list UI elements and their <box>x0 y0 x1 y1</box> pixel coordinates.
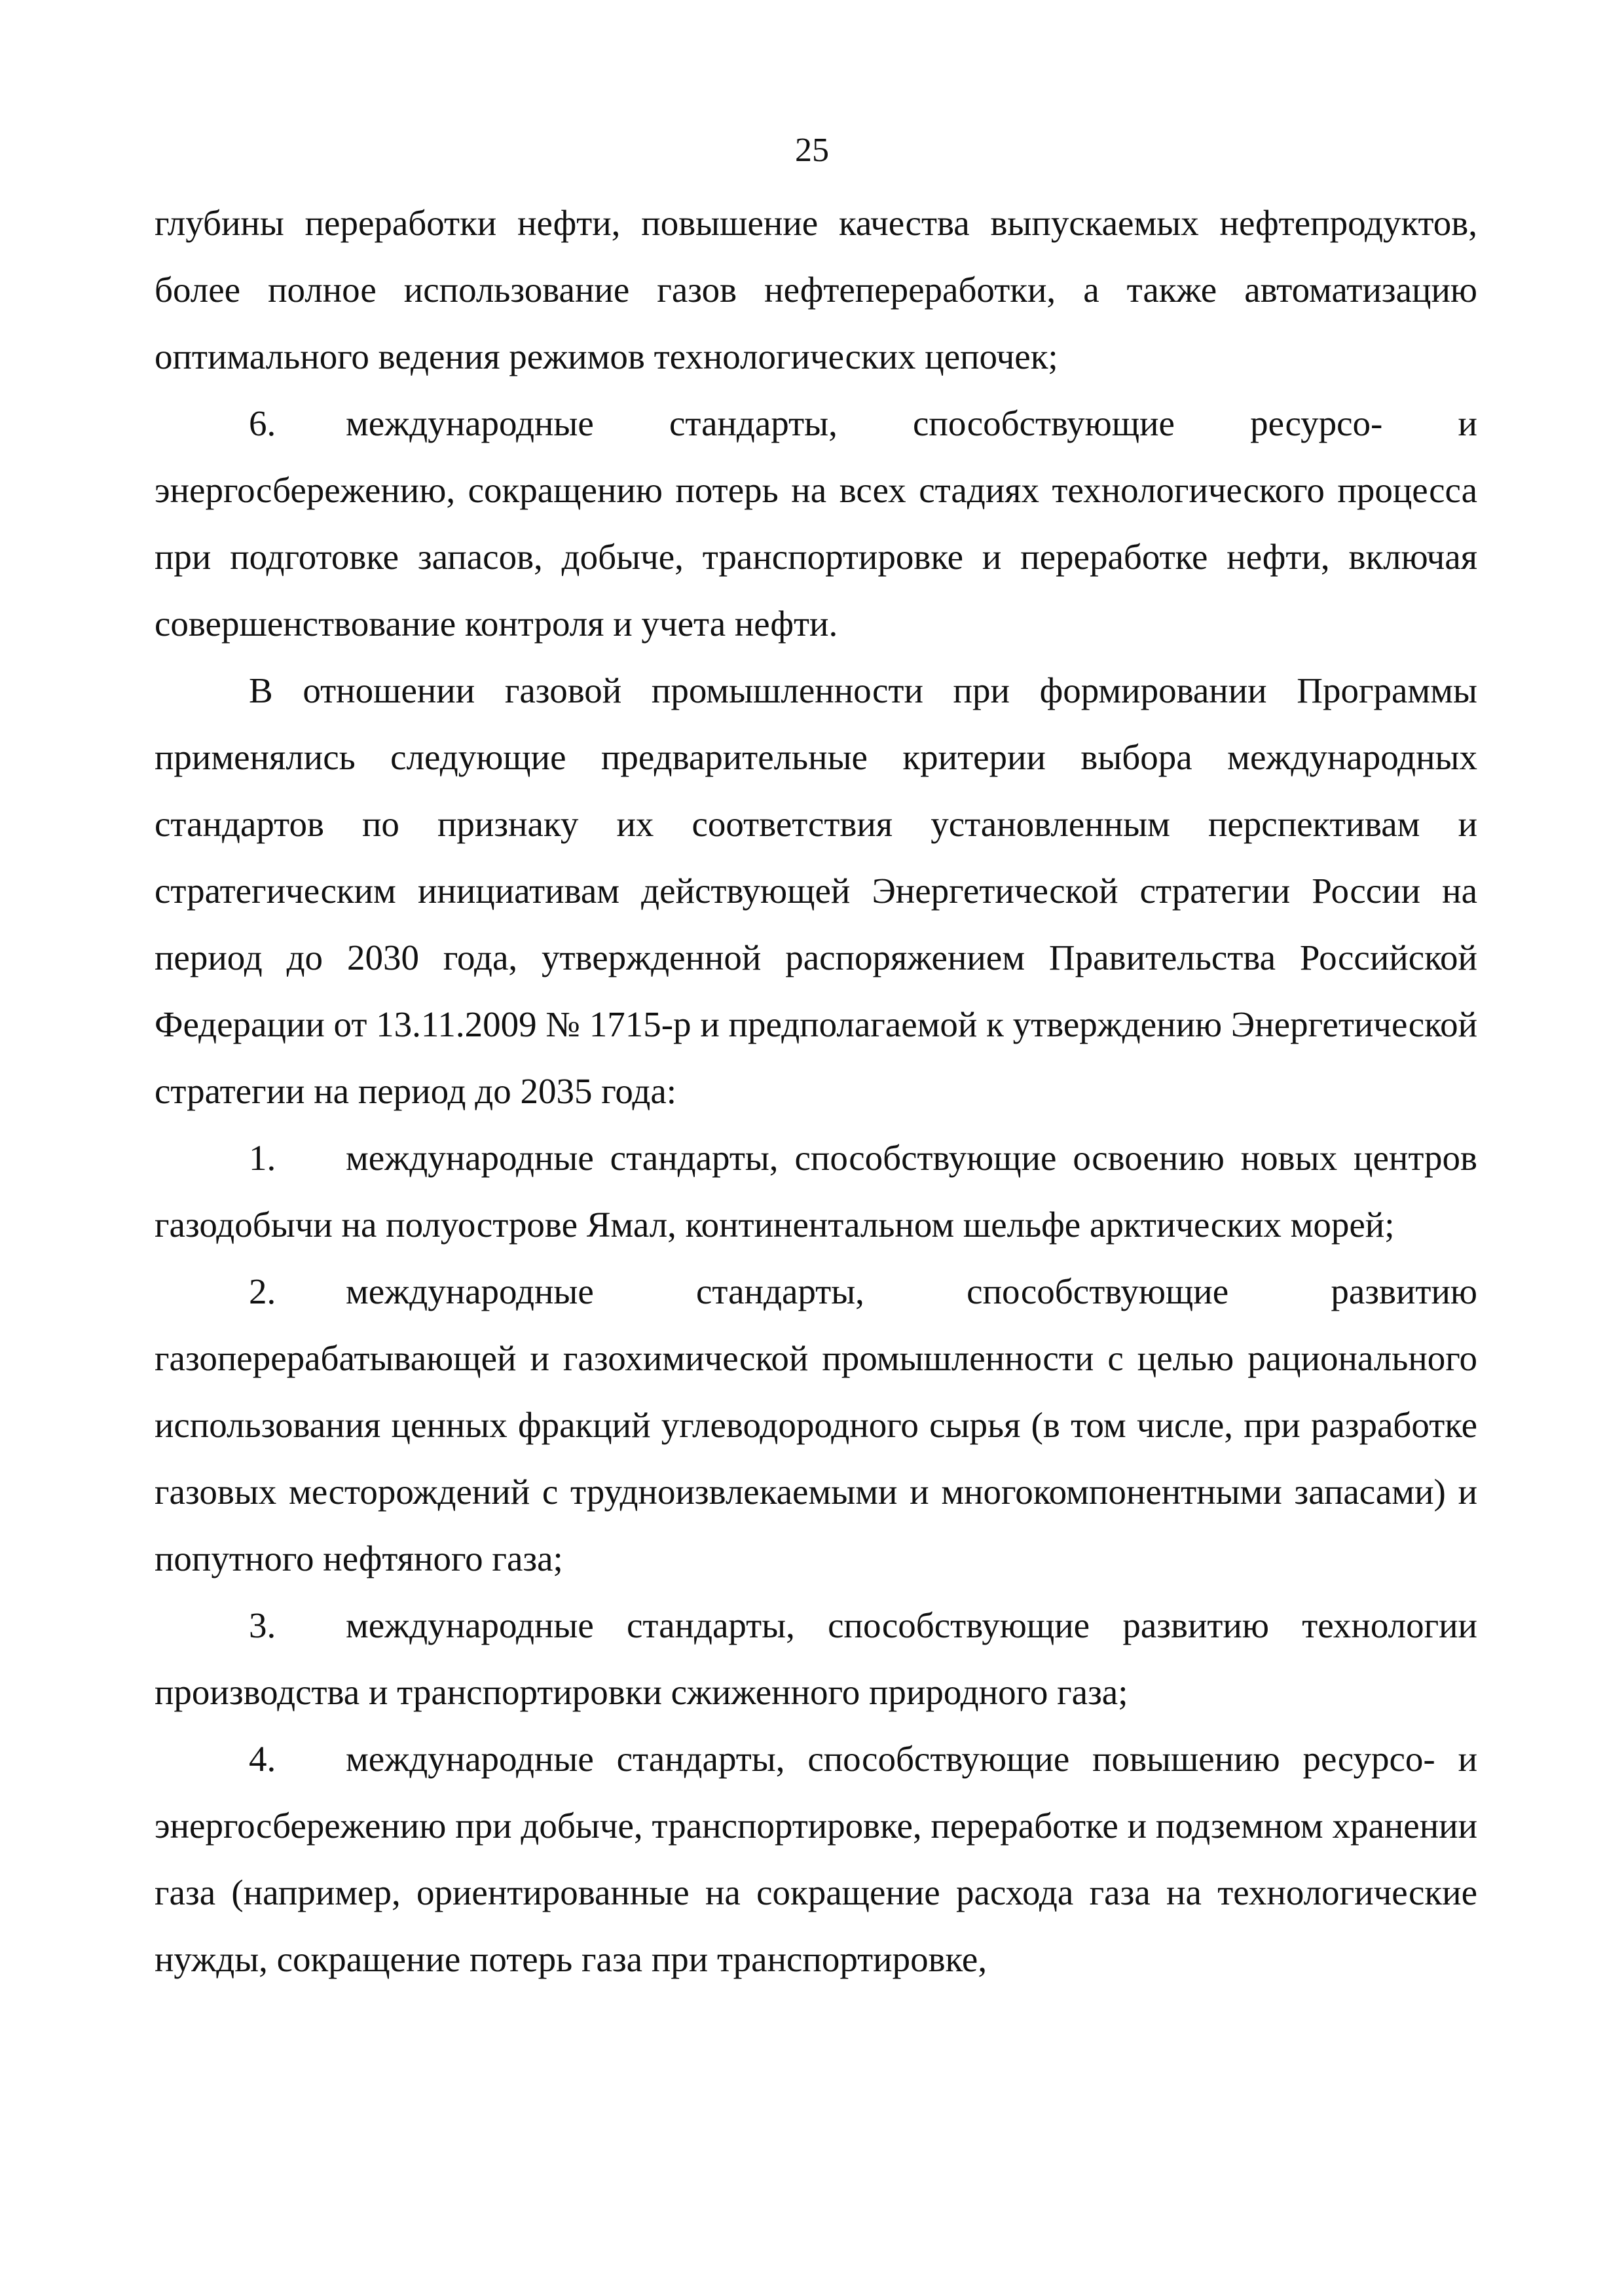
page-number: 25 <box>795 132 829 169</box>
paragraph-text: глубины переработки нефти, повышение качества выпускаемых нефтепродуктов, более полное использование газов нефтепереработки, а также автоматизацию оптимального ведения режимов технологических цепочек; <box>155 203 1477 376</box>
list-item-text: международные стандарты, способствующие развитию технологии производства и транспортировки сжиженного природного газа; <box>155 1605 1477 1712</box>
list-item-text: международные стандарты, способствующие ресурсо- и энергосбережению, сокращению потерь на всех стадиях технологического процесса при подготовке запасов, добыче, транспортировке и переработке нефти, включая совершенствование контроля и учета нефти. <box>155 403 1477 644</box>
paragraph-gas-intro <box>155 657 1477 1125</box>
list-item-2 <box>155 1258 1477 1592</box>
paragraph-text: В отношении газовой промышленности при формировании Программы применялись следующие предварительные критерии выбора международных стандартов по признаку их соответствия установленным перспективам и стратегическим инициативам действующей Энергетической стратегии России на период до 2030 года, утвержденной распоряжением Правительства Российской Федерации от 13.11.2009 № 1715-р и предполагаемой к утверждению Энергетической стратегии на период до 2035 года: <box>155 670 1477 1111</box>
list-item-number: 2. <box>249 1271 276 1311</box>
list-item-4 <box>155 1726 1477 1993</box>
list-item-3 <box>155 1592 1477 1726</box>
list-item-number: 4. <box>249 1739 276 1779</box>
list-item-text: международные стандарты, способствующие освоению новых центров газодобычи на полуострове Ямал, континентальном шельфе арктических морей; <box>155 1138 1477 1245</box>
list-item-text: международные стандарты, способствующие повышению ресурсо- и энергосбережению при добыче, транспортировке, переработке и подземном хранении газа (например, ориентированные на сокращение расхода газа на технологические нужды, сокращение потерь газа при транспортировке, <box>155 1739 1477 1979</box>
list-item-number: 3. <box>249 1605 276 1645</box>
paragraph-continuation <box>155 190 1477 390</box>
list-item-1 <box>155 1125 1477 1258</box>
document-body <box>155 190 1477 1993</box>
list-item-number: 6. <box>249 403 276 443</box>
list-item-number: 1. <box>249 1138 276 1178</box>
list-item-text: международные стандарты, способствующие развитию газоперерабатывающей и газохимической промышленности с целью рационального использования ценных фракций углеводородного сырья (в том числе, при разработке газовых месторождений с трудноизвлекаемыми и многокомпонентными запасами) и попутного нефтяного газа; <box>155 1271 1477 1578</box>
list-item-6 <box>155 390 1477 657</box>
